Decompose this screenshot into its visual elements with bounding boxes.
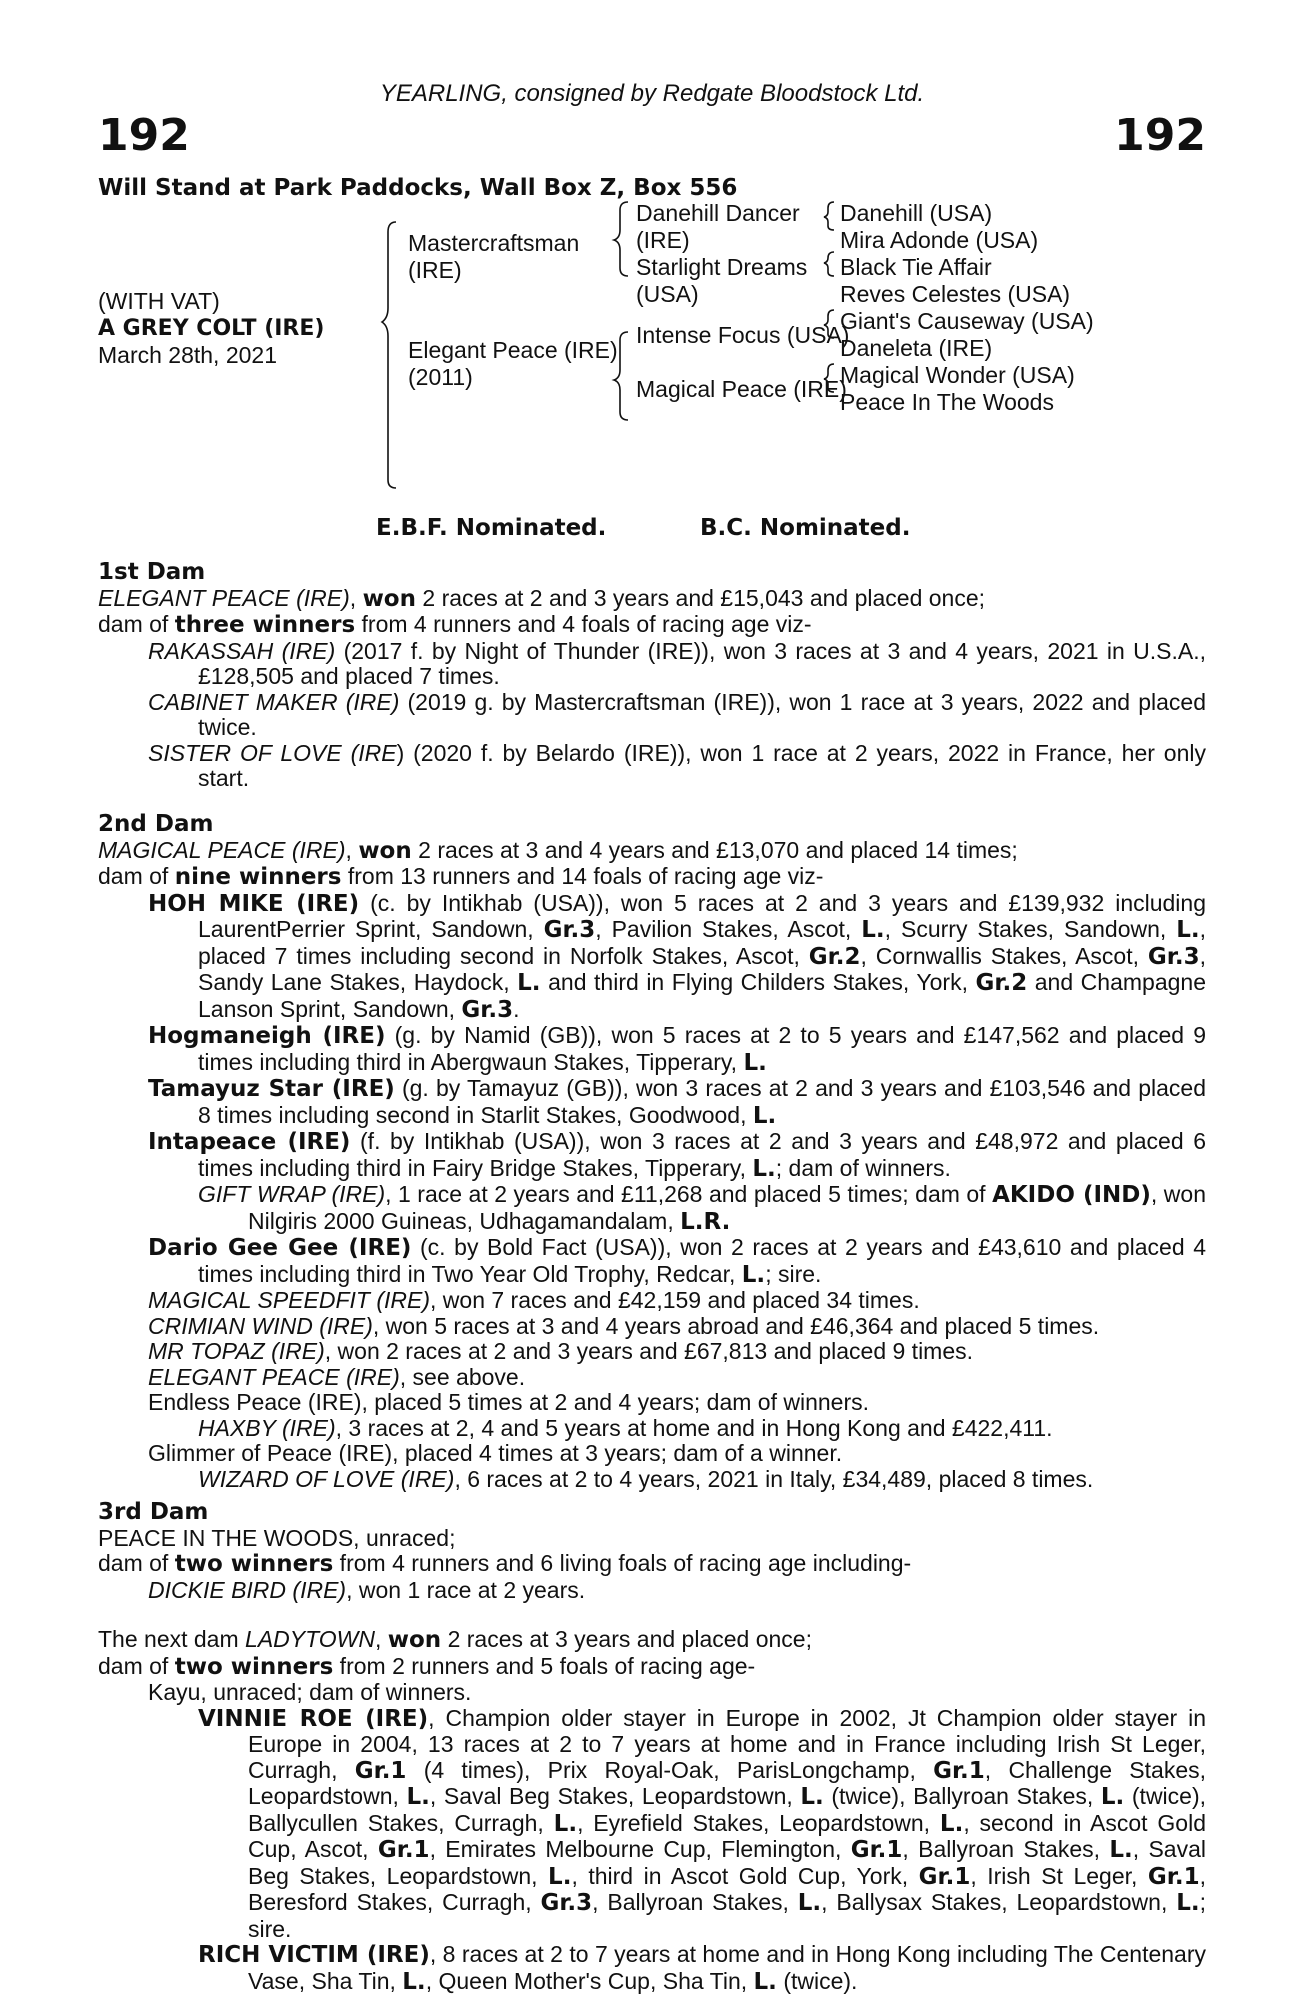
g3-sss: Danehill (USA)	[840, 200, 993, 226]
next-dam-record: The next dam LADYTOWN, won 2 races at 3 years and placed once;	[98, 1626, 812, 1653]
produce-entry: SISTER OF LOVE (IRE) (2020 f. by Belardo (IRE)), won 1 race at 2 years, 2022 in France, her only start.	[148, 739, 1206, 791]
sire-name: Mastercraftsman	[408, 230, 580, 256]
first-dam-record: ELEGANT PEACE (IRE), won 2 races at 2 and 3 years and £15,043 and placed once;	[98, 584, 986, 612]
produce-entry: WIZARD OF LOVE (IRE), 6 races at 2 to 4 years, 2021 in Italy, £34,489, placed 8 times.	[198, 1465, 1094, 1492]
produce-entry: Endless Peace (IRE), placed 5 times at 2 and 4 years; dam of winners.	[148, 1389, 870, 1415]
produce-entry: Dario Gee Gee (IRE) (c. by Bold Fact (USA)), won 2 races at 2 years and £43,610 and placed 4 times including third in Two Year Old Trophy, Redcar, L.; sire.	[148, 1234, 1206, 1288]
produce-entry: MAGICAL SPEEDFIT (IRE), won 7 races and £42,159 and placed 34 times.	[148, 1287, 920, 1313]
produce-entry: CRIMIAN WIND (IRE), won 5 races at 3 and 4 years abroad and £46,364 and placed 5 times.	[148, 1312, 1100, 1339]
third-dam-produce: dam of two winners from 4 runners and 6 living foals of racing age including-	[98, 1550, 912, 1577]
g3-dsd: Daneleta (IRE)	[840, 335, 993, 361]
vat-note: (WITH VAT)	[98, 288, 220, 314]
first-dam-section	[98, 560, 1206, 792]
produce-entry: RICH VICTIM (IRE), 8 races at 2 to 7 years at home and in Hong Kong including The Centenary Vase, Sha Tin, L., Queen Mother's Cup, Sha Tin, L. (twice).	[198, 1941, 1206, 1995]
g3-ssd: Mira Adonde (USA)	[840, 227, 1039, 253]
produce-entry: Kayu, unraced; dam of winners.	[148, 1679, 472, 1705]
first-dam-produce: dam of three winners from 4 runners and 4 foals of racing age viz-	[98, 611, 812, 638]
produce-entry: ELEGANT PEACE (IRE), see above.	[148, 1363, 526, 1390]
g3-dds: Magical Wonder (USA)	[840, 362, 1075, 388]
third-dam-heading: 3rd Dam	[98, 1499, 209, 1525]
produce-entry: DICKIE BIRD (IRE), won 1 race at 2 years.	[148, 1576, 586, 1603]
dam-year: (2011)	[408, 364, 473, 390]
produce-entry: RAKASSAH (IRE) (2017 f. by Night of Thunder (IRE)), won 3 races at 3 and 4 years, 2021 in U.S.A., £128,505 and placed 7 times.	[148, 637, 1206, 689]
second-dam-heading: 2nd Dam	[98, 811, 214, 837]
sire-dam: Starlight Dreams	[636, 254, 808, 280]
produce-entry: Tamayuz Star (IRE) (g. by Tamayuz (GB)), won 3 races at 2 and 3 years and £103,546 and placed 8 times including second in Starlit Stakes, Goodwood, L.	[148, 1075, 1207, 1129]
first-dam-heading: 1st Dam	[98, 559, 206, 585]
ebf-nomination: E.B.F. Nominated.	[376, 515, 607, 541]
dam-name: Elegant Peace (IRE)	[408, 337, 618, 363]
sire-dam-origin: (USA)	[636, 281, 699, 307]
g3-sds: Black Tie Affair	[840, 254, 992, 280]
produce-entry: Intapeace (IRE) (f. by Intikhab (USA)), won 3 races at 2 and 3 years and £48,972 and placed 6 times including third in Fairy Bridge Stakes, Tipperary, L.; dam of winners.	[148, 1128, 1206, 1182]
next-dam-produce: dam of two winners from 2 runners and 5 foals of racing age-	[98, 1652, 756, 1680]
sire-origin: (IRE)	[408, 257, 462, 283]
sire-sire: Danehill Dancer	[636, 200, 800, 226]
second-dam-produce: dam of nine winners from 13 runners and 14 foals of racing age viz-	[98, 863, 824, 890]
next-dam-section	[98, 1627, 1206, 1995]
pedigree-table	[98, 200, 1206, 500]
produce-entry: MR TOPAZ (IRE), won 2 races at 2 and 3 years and £67,813 and placed 9 times.	[148, 1338, 974, 1364]
produce-entry: CABINET MAKER (IRE) (2019 g. by Mastercraftsman (IRE)), won 1 race at 3 years, 2022 and placed twice.	[148, 688, 1206, 740]
second-dam-record: MAGICAL PEACE (IRE), won 2 races at 3 and 4 years and £13,070 and placed 14 times;	[98, 836, 1018, 864]
produce-entry: Hogmaneigh (IRE) (g. by Namid (GB)), won 5 races at 2 to 5 years and £147,562 and placed 9 times including third in Abergwaun Stakes, Tipperary, L.	[148, 1022, 1206, 1076]
foaling-date: March 28th, 2021	[98, 342, 278, 368]
bc-nomination: B.C. Nominated.	[700, 515, 911, 541]
dam-dam: Magical Peace (IRE)	[636, 376, 847, 402]
produce-entry: VINNIE ROE (IRE), Champion older stayer in Europe in 2002, Jt Champion older stayer in Europe in 2004, 13 races at 2 to 7 years at home and in France including Irish St Leger, Curragh, Gr.1 (4 times), Prix Royal-Oak, ParisLongchamp, Gr.1, Challenge Stakes, Leopardstown, L., Saval Beg Stakes, Leopardstown, L. (twice), Ballyroan Stakes, L. (twice), Ballycullen Stakes, Curragh, L., Eyrefield Stakes, Leopardstown, L., second in Ascot Gold Cup, Ascot, Gr.1, Emirates Melbourne Cup, Flemington, Gr.1, Ballyroan Stakes, L., Saval Beg Stakes, Leopardstown, L., third in Ascot Gold Cup, York, Gr.1, Irish St Leger, Gr.1, Beresford Stakes, Curragh, Gr.3, Ballyroan Stakes, L., Ballysax Stakes, Leopardstown, L.; sire.	[198, 1704, 1207, 1942]
stand-location: Will Stand at Park Paddocks, Wall Box Z, Box 556	[98, 175, 738, 201]
lot-number-right: 192	[1114, 110, 1206, 161]
g3-dss: Giant's Causeway (USA)	[840, 308, 1094, 334]
g3-sdd: Reves Celestes (USA)	[840, 281, 1071, 307]
sire-sire-origin: (IRE)	[636, 227, 690, 253]
produce-entry: HOH MIKE (IRE) (c. by Intikhab (USA)), won 5 races at 2 and 3 years and £139,932 including LaurentPerrier Sprint, Sandown, Gr.3, Pavilion Stakes, Ascot, L., Scurry Stakes, Sandown, L., placed 7 times including second in Norfolk Stakes, Ascot, Gr.2, Cornwallis Stakes, Ascot, Gr.3, Sandy Lane Stakes, Haydock, L. and third in Flying Childers Stakes, York, Gr.2 and Champagne Lanson Sprint, Sandown, Gr.3.	[148, 889, 1207, 1023]
dam-sire: Intense Focus (USA)	[636, 322, 850, 348]
produce-entry: HAXBY (IRE), 3 races at 2, 4 and 5 years at home and in Hong Kong and £422,411.	[198, 1414, 1053, 1441]
produce-entry: GIFT WRAP (IRE), 1 race at 2 years and £11,268 and placed 5 times; dam of AKIDO (IND), won Nilgiris 2000 Guineas, Udhagamandalam, L.R.	[198, 1181, 1206, 1235]
horse-name: A GREY COLT (IRE)	[98, 316, 325, 341]
third-dam-record: PEACE IN THE WOODS, unraced;	[98, 1524, 456, 1551]
second-dam-section	[98, 812, 1206, 1492]
g3-ddd: Peace In The Woods	[840, 389, 1054, 415]
consignor-line: YEARLING, consigned by Redgate Bloodstock Ltd.	[379, 80, 925, 107]
produce-entry: Glimmer of Peace (IRE), placed 4 times at 3 years; dam of a winner.	[148, 1440, 843, 1466]
third-dam-section	[98, 1500, 1206, 1603]
lot-number-left: 192	[98, 110, 190, 161]
